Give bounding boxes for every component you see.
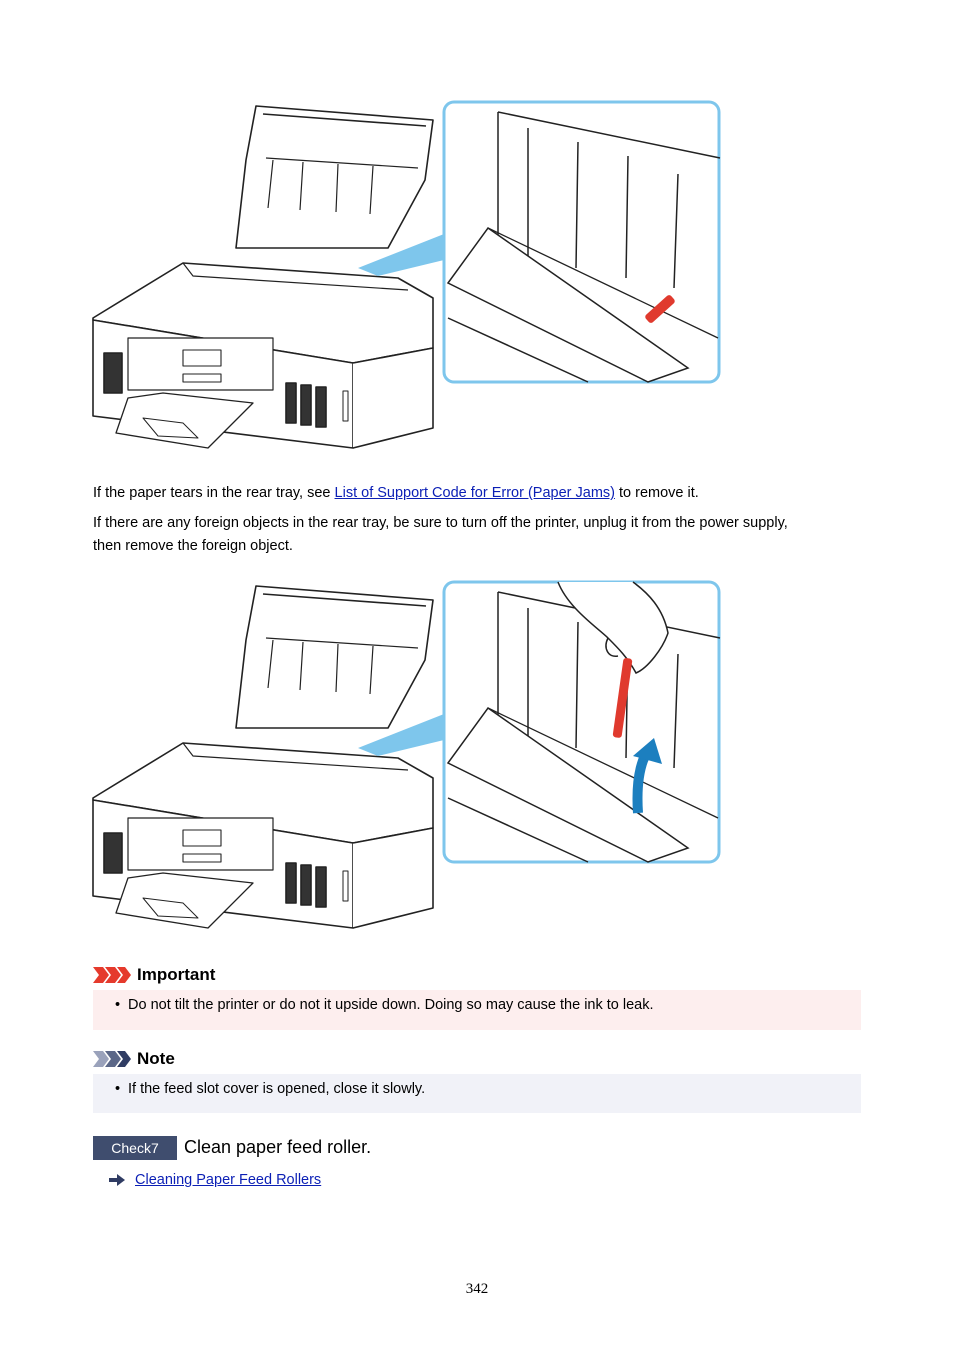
important-item: Do not tilt the printer or do not it upside down. Doing so may cause the ink to leak. [128, 997, 654, 1013]
right-arrow-icon [109, 1174, 125, 1186]
printer-figure-2 [88, 578, 724, 940]
paragraph-text: If the paper tears in the rear tray, see [93, 485, 335, 501]
check-badge: Check7 [93, 1136, 177, 1160]
check-title: Clean paper feed roller. [184, 1137, 372, 1157]
paragraph-line: then remove the foreign object. [93, 538, 293, 554]
support-code-error-link[interactable]: List of Support Code for Error (Paper Jams) [334, 485, 615, 501]
important-box [93, 990, 861, 1030]
note-box [93, 1074, 861, 1113]
bullet: • [115, 997, 121, 1013]
important-title: Important [137, 965, 216, 984]
page-number: 342 [465, 1281, 489, 1297]
bullet: • [115, 1081, 121, 1097]
note-item: If the feed slot cover is opened, close it slowly. [128, 1081, 426, 1097]
paragraph-line: If there are any foreign objects in the rear tray, be sure to turn off the printer, unplug it from the power supply, [93, 515, 788, 531]
printer-figure-1 [88, 98, 724, 460]
paragraph-foreign-objects [93, 512, 863, 558]
cleaning-link-row [109, 1172, 321, 1188]
paragraph-text: to remove it. [614, 485, 699, 501]
note-heading [93, 1049, 175, 1069]
chevron-arrows-icon [93, 1051, 131, 1067]
chevron-arrows-icon [93, 967, 131, 983]
important-heading [93, 965, 215, 985]
note-title: Note [137, 1049, 175, 1068]
paragraph-paper-tears [93, 482, 863, 505]
cleaning-paper-feed-rollers-link[interactable]: Cleaning Paper Feed Rollers [135, 1172, 322, 1188]
